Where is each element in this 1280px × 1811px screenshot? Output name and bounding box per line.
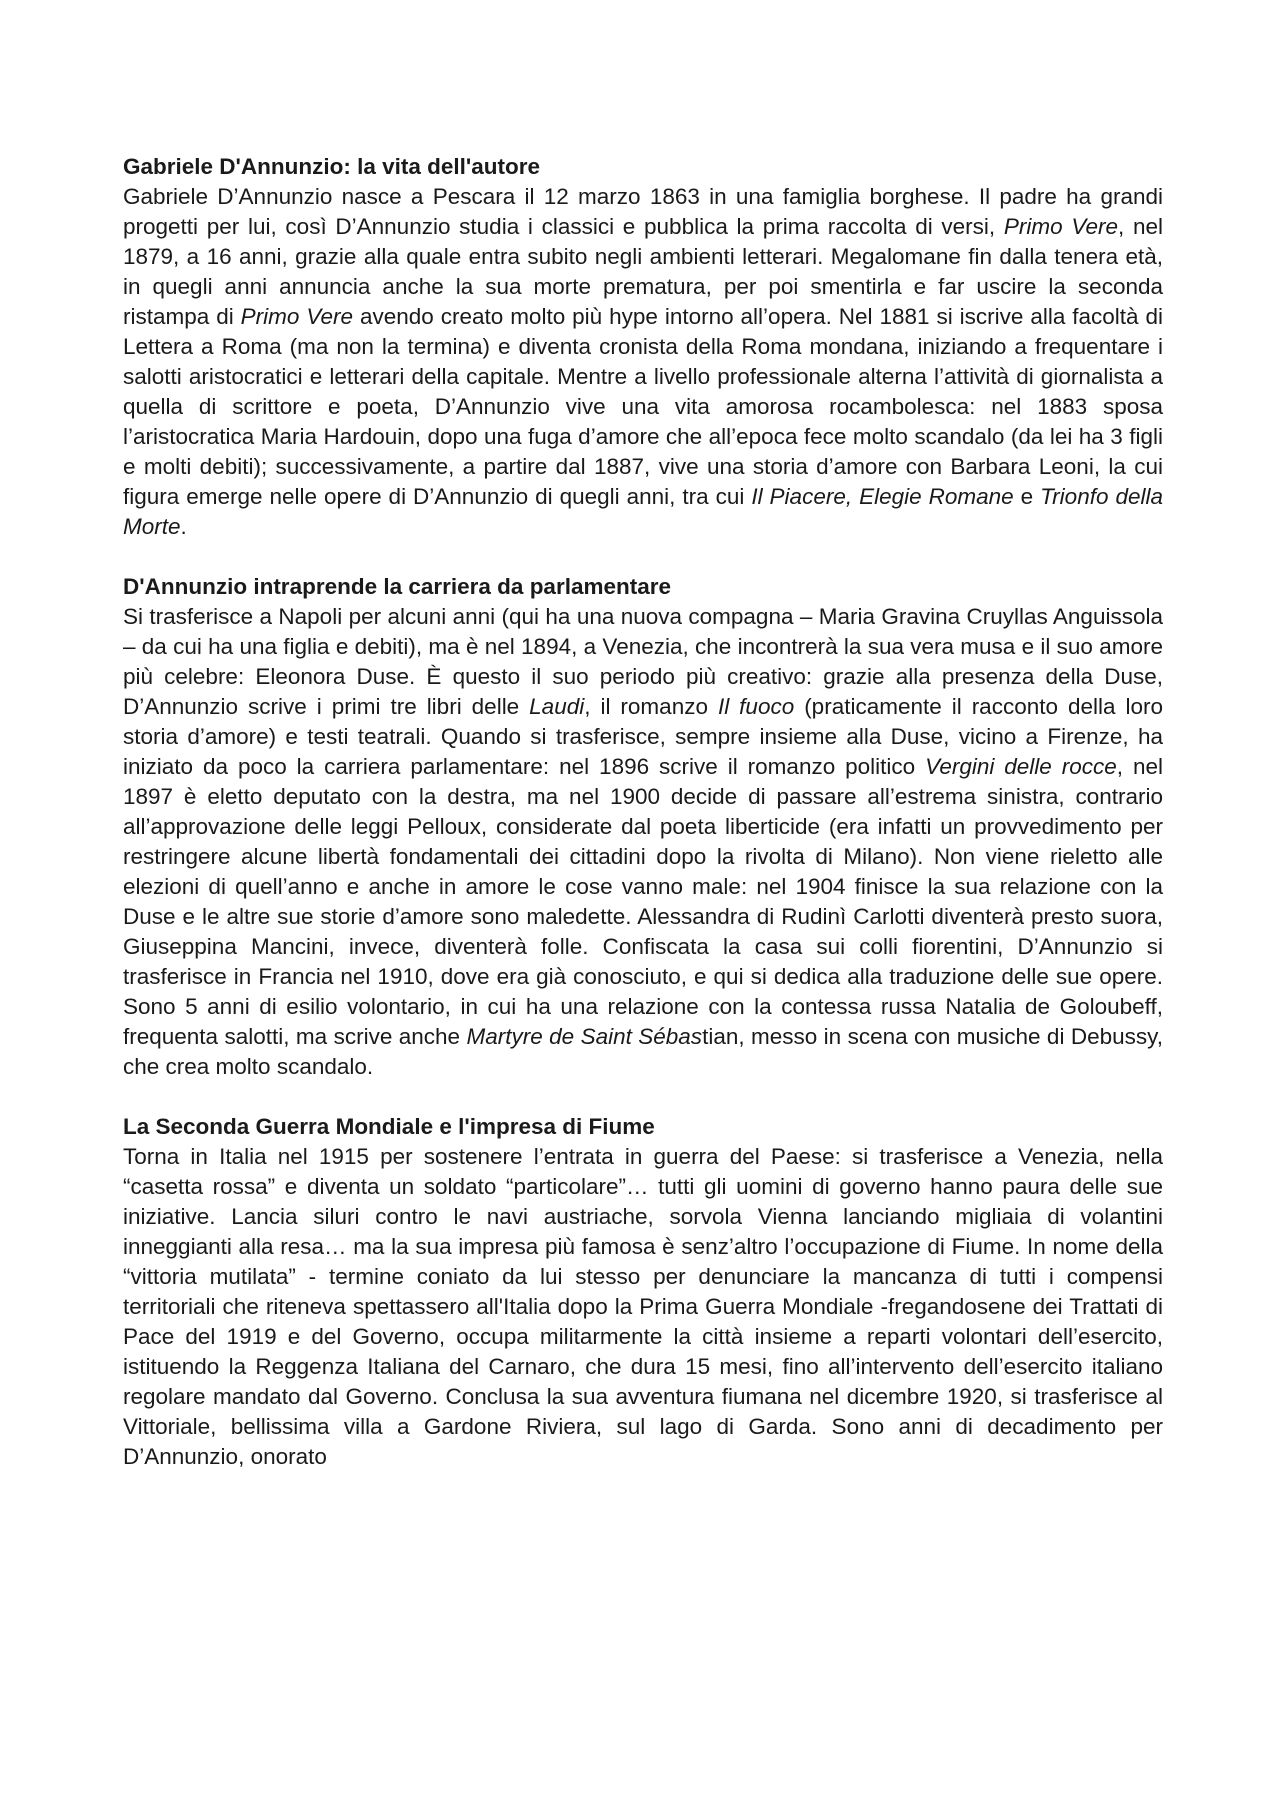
- text-run: .: [180, 514, 187, 539]
- italic-title: Primo Vere: [240, 304, 354, 329]
- text-run: Gabriele D’Annunzio nasce a Pescara il 12 marzo 1863 in una famiglia borghese. Il padre ha grandi progetti per lui, così D’Annunzio studia i classici e pubblica la prima raccolta di versi,: [123, 184, 1163, 239]
- text-run: , nel 1897 è eletto deputato con la destra, ma nel 1900 decide di passare all’estrema sinistra, contrario all’approvazione delle leggi Pelloux, considerate dal poeta liberticide (era infatti un provvedimento per restringere alcune libertà fondamentali dei cittadini dopo la rivolta di Milano). Non viene rieletto alle elezioni di quell’anno e anche in amore le cose vanno male: nel 1904 finisce la sua relazione con la Duse e le altre sue storie d’amore sono maledette. Alessandra di Rudinì Carlotti diventerà presto suora, Giuseppina Mancini, invece, diventerà folle. Confiscata la casa sui colli fiorentini, D’Annunzio si trasferisce in Francia nel 1910, dove era già conosciuto, e qui si dedica alla traduzione delle sue opere. Sono 5 anni di esilio volontario, in cui ha una relazione con la contessa russa Natalia de Goloubeff, frequenta salotti, ma scrive anche: [123, 754, 1163, 1049]
- text-run: tian, messo in scena con musiche di Debussy, che crea molto scandalo.: [123, 1024, 1163, 1079]
- section-impresa-fiume: [123, 1112, 1163, 1472]
- text-run: , nel 1879, a 16 anni, grazie alla quale entra subito negli ambienti letterari. Megalomane fin dalla tenera età, in quegli anni annuncia anche la sua morte prematura, per poi smentirla e far uscire la seconda ristampa di: [123, 214, 1164, 329]
- text-run: avendo creato molto più hype intorno all’opera. Nel 1881 si iscrive alla facoltà di Lettera a Roma (ma non la termina) e diventa cronista della Roma mondana, iniziando a frequentare i salotti aristocratici e letterari della capitale. Mentre a livello professionale alterna l’attività di giornalista a quella di scrittore e poeta, D’Annunzio vive una vita amorosa rocambolesca: nel 1883 sposa l’aristocratica Maria Hardouin, dopo una fuga d’amore che all’epoca fece molto scandalo (da lei ha 3 figli e molti debiti); successivamente, a partire dal 1887, vive una storia d’amore con Barbara Leoni, la cui figura emerge nelle opere di D’Annunzio di quegli anni, tra cui: [123, 304, 1164, 509]
- italic-title: Martyre de Saint Sébas: [466, 1024, 703, 1049]
- text-run: , il romanzo: [584, 694, 718, 719]
- italic-title: Laudi: [529, 694, 585, 719]
- italic-title: Primo Vere: [1003, 214, 1119, 239]
- document-page: [123, 152, 1163, 1502]
- section-carriera-parlamentare: [123, 572, 1163, 1082]
- italic-title: Il fuoco: [717, 694, 795, 719]
- section-heading: Gabriele D'Annunzio: la vita dell'autore: [123, 154, 541, 179]
- text-run: Si trasferisce a Napoli per alcuni anni (qui ha una nuova compagna – Maria Gravina Cruyllas Anguissola – da cui ha una figlia e debiti), ma è nel 1894, a Venezia, che incontrerà la sua vera musa e il suo amore più celebre: Eleonora Duse. È questo il suo periodo più creativo: grazie alla presenza della Duse, D’Annunzio scrive i primi tre libri delle: [123, 604, 1163, 719]
- text-run: e: [1013, 484, 1041, 509]
- section-heading: La Seconda Guerra Mondiale e l'impresa di Fiume: [123, 1114, 655, 1139]
- italic-title: Vergini delle rocce: [925, 754, 1117, 779]
- text-run: (praticamente il racconto della loro storia d’amore) e testi teatrali. Quando si trasferisce, sempre insieme alla Duse, vicino a Firenze, ha iniziato da poco la carriera parlamentare: nel 1896 scrive il romanzo politico: [123, 694, 1163, 779]
- italic-title: Il Piacere, Elegie Romane: [751, 484, 1014, 509]
- section-vita: [123, 152, 1163, 542]
- text-run: Torna in Italia nel 1915 per sostenere l’entrata in guerra del Paese: si trasferisce a Venezia, nella “casetta rossa” e diventa un soldato “particolare”… tutti gli uomini di governo hanno paura delle sue iniziative. Lancia siluri contro le navi austriache, sorvola Vienna lanciando migliaia di volantini inneggianti alla resa… ma la sua impresa più famosa è senz’altro l’occupazione di Fiume. In nome della “vittoria mutilata” - termine coniato da lui stesso per denunciare la mancanza di tutti i compensi territoriali che riteneva spettassero all'Italia dopo la Prima Guerra Mondiale -fregandosene dei Trattati di Pace del 1919 e del Governo, occupa militarmente la città insieme a reparti volontari dell’esercito, istituendo la Reggenza Italiana del Carnaro, che dura 15 mesi, fino all’intervento dell’esercito italiano regolare mandato dal Governo. Conclusa la sua avventura fiumana nel dicembre 1920, si trasferisce al Vittoriale, bellissima villa a Gardone Riviera, sul lago di Garda. Sono anni di decadimento per D’Annunzio, onorato: [123, 1144, 1163, 1469]
- section-heading: D'Annunzio intraprende la carriera da parlamentare: [123, 574, 672, 599]
- italic-title: Trionfo della Morte: [123, 484, 1163, 539]
- section-paragraph: [123, 182, 1163, 542]
- section-paragraph: [123, 602, 1163, 1082]
- section-paragraph: [123, 1142, 1163, 1472]
